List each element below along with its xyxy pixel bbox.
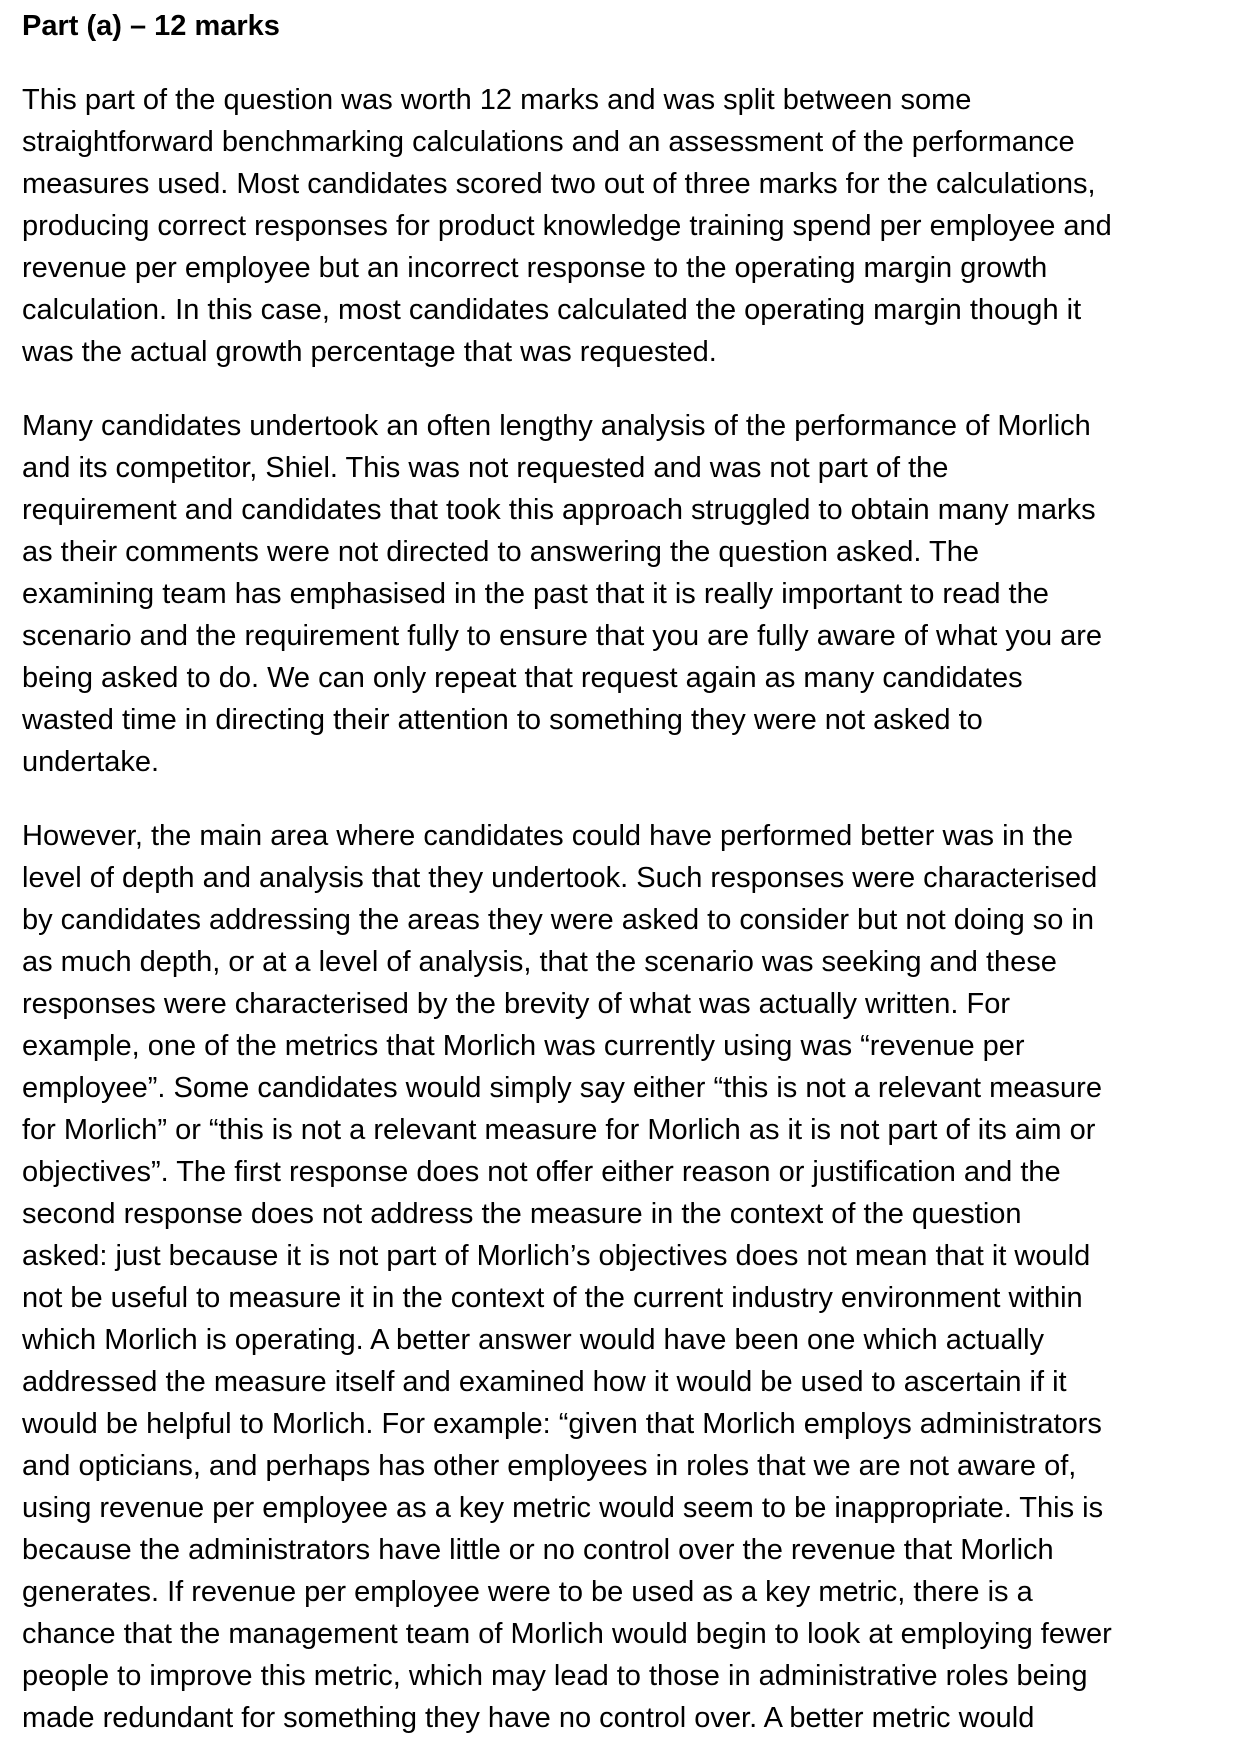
text-line: producing correct responses for product knowledge training spend per employee and bbox=[22, 210, 1112, 242]
text-line: requirement and candidates that took this approach struggled to obtain many marks bbox=[22, 494, 1096, 526]
paragraph-1 bbox=[22, 79, 1222, 373]
text-line: example, one of the metrics that Morlich was currently using was “revenue per bbox=[22, 1030, 1025, 1062]
text-line: undertake. bbox=[22, 746, 160, 778]
text-line: level of depth and analysis that they undertook. Such responses were characterised bbox=[22, 862, 1098, 894]
text-line: chance that the management team of Morlich would begin to look at employing fewer bbox=[22, 1618, 1112, 1650]
text-line: made redundant for something they have no control over. A better metric would bbox=[22, 1702, 1035, 1734]
text-line: employee”. Some candidates would simply say either “this is not a relevant measure bbox=[22, 1072, 1102, 1104]
paragraph-2 bbox=[22, 405, 1222, 783]
text-line: scenario and the requirement fully to ensure that you are fully aware of what you are bbox=[22, 620, 1103, 652]
text-line: objectives”. The first response does not offer either reason or justification and the bbox=[22, 1156, 1061, 1188]
text-line: because the administrators have little or no control over the revenue that Morlich bbox=[22, 1534, 1054, 1566]
text-line: not be useful to measure it in the context of the current industry environment within bbox=[22, 1282, 1083, 1314]
section-heading: Part (a) – 12 marks bbox=[22, 10, 280, 42]
text-line: people to improve this metric, which may lead to those in administrative roles being bbox=[22, 1660, 1088, 1692]
text-line: for Morlich” or “this is not a relevant measure for Morlich as it is not part of its aim or bbox=[22, 1114, 1096, 1146]
text-line: using revenue per employee as a key metric would seem to be inappropriate. This is bbox=[22, 1492, 1104, 1524]
text-line: as much depth, or at a level of analysis, that the scenario was seeking and these bbox=[22, 946, 1057, 978]
text-line: revenue per employee but an incorrect response to the operating margin growth bbox=[22, 252, 1048, 284]
document-body bbox=[22, 79, 1222, 1739]
text-line: and its competitor, Shiel. This was not requested and was not part of the bbox=[22, 452, 949, 484]
text-line: measures used. Most candidates scored two out of three marks for the calculations, bbox=[22, 168, 1096, 200]
text-line: straightforward benchmarking calculations and an assessment of the performance bbox=[22, 126, 1075, 158]
text-line: would be helpful to Morlich. For example: “given that Morlich employs administrators bbox=[22, 1408, 1102, 1440]
paragraph-3 bbox=[22, 815, 1222, 1739]
text-line: by candidates addressing the areas they were asked to consider but not doing so in bbox=[22, 904, 1095, 936]
text-line: asked: just because it is not part of Morlich’s objectives does not mean that it would bbox=[22, 1240, 1091, 1272]
text-line: However, the main area where candidates could have performed better was in the bbox=[22, 820, 1074, 852]
text-line: wasted time in directing their attention to something they were not asked to bbox=[22, 704, 983, 736]
text-line: This part of the question was worth 12 marks and was split between some bbox=[22, 84, 972, 116]
text-line: being asked to do. We can only repeat that request again as many candidates bbox=[22, 662, 1023, 694]
document-page bbox=[22, 0, 1222, 1739]
text-line: which Morlich is operating. A better answer would have been one which actually bbox=[22, 1324, 1045, 1356]
text-line: as their comments were not directed to answering the question asked. The bbox=[22, 536, 979, 568]
text-line: and opticians, and perhaps has other employees in roles that we are not aware of, bbox=[22, 1450, 1077, 1482]
text-line: calculation. In this case, most candidates calculated the operating margin though it bbox=[22, 294, 1082, 326]
text-line: examining team has emphasised in the past that it is really important to read the bbox=[22, 578, 1049, 610]
text-line: addressed the measure itself and examined how it would be used to ascertain if it bbox=[22, 1366, 1067, 1398]
text-line: second response does not address the measure in the context of the question bbox=[22, 1198, 1022, 1230]
text-line: responses were characterised by the brevity of what was actually written. For bbox=[22, 988, 1011, 1020]
text-line: was the actual growth percentage that was requested. bbox=[22, 336, 717, 368]
text-line: generates. If revenue per employee were to be used as a key metric, there is a bbox=[22, 1576, 1033, 1608]
text-line: Many candidates undertook an often lengthy analysis of the performance of Morlich bbox=[22, 410, 1091, 442]
